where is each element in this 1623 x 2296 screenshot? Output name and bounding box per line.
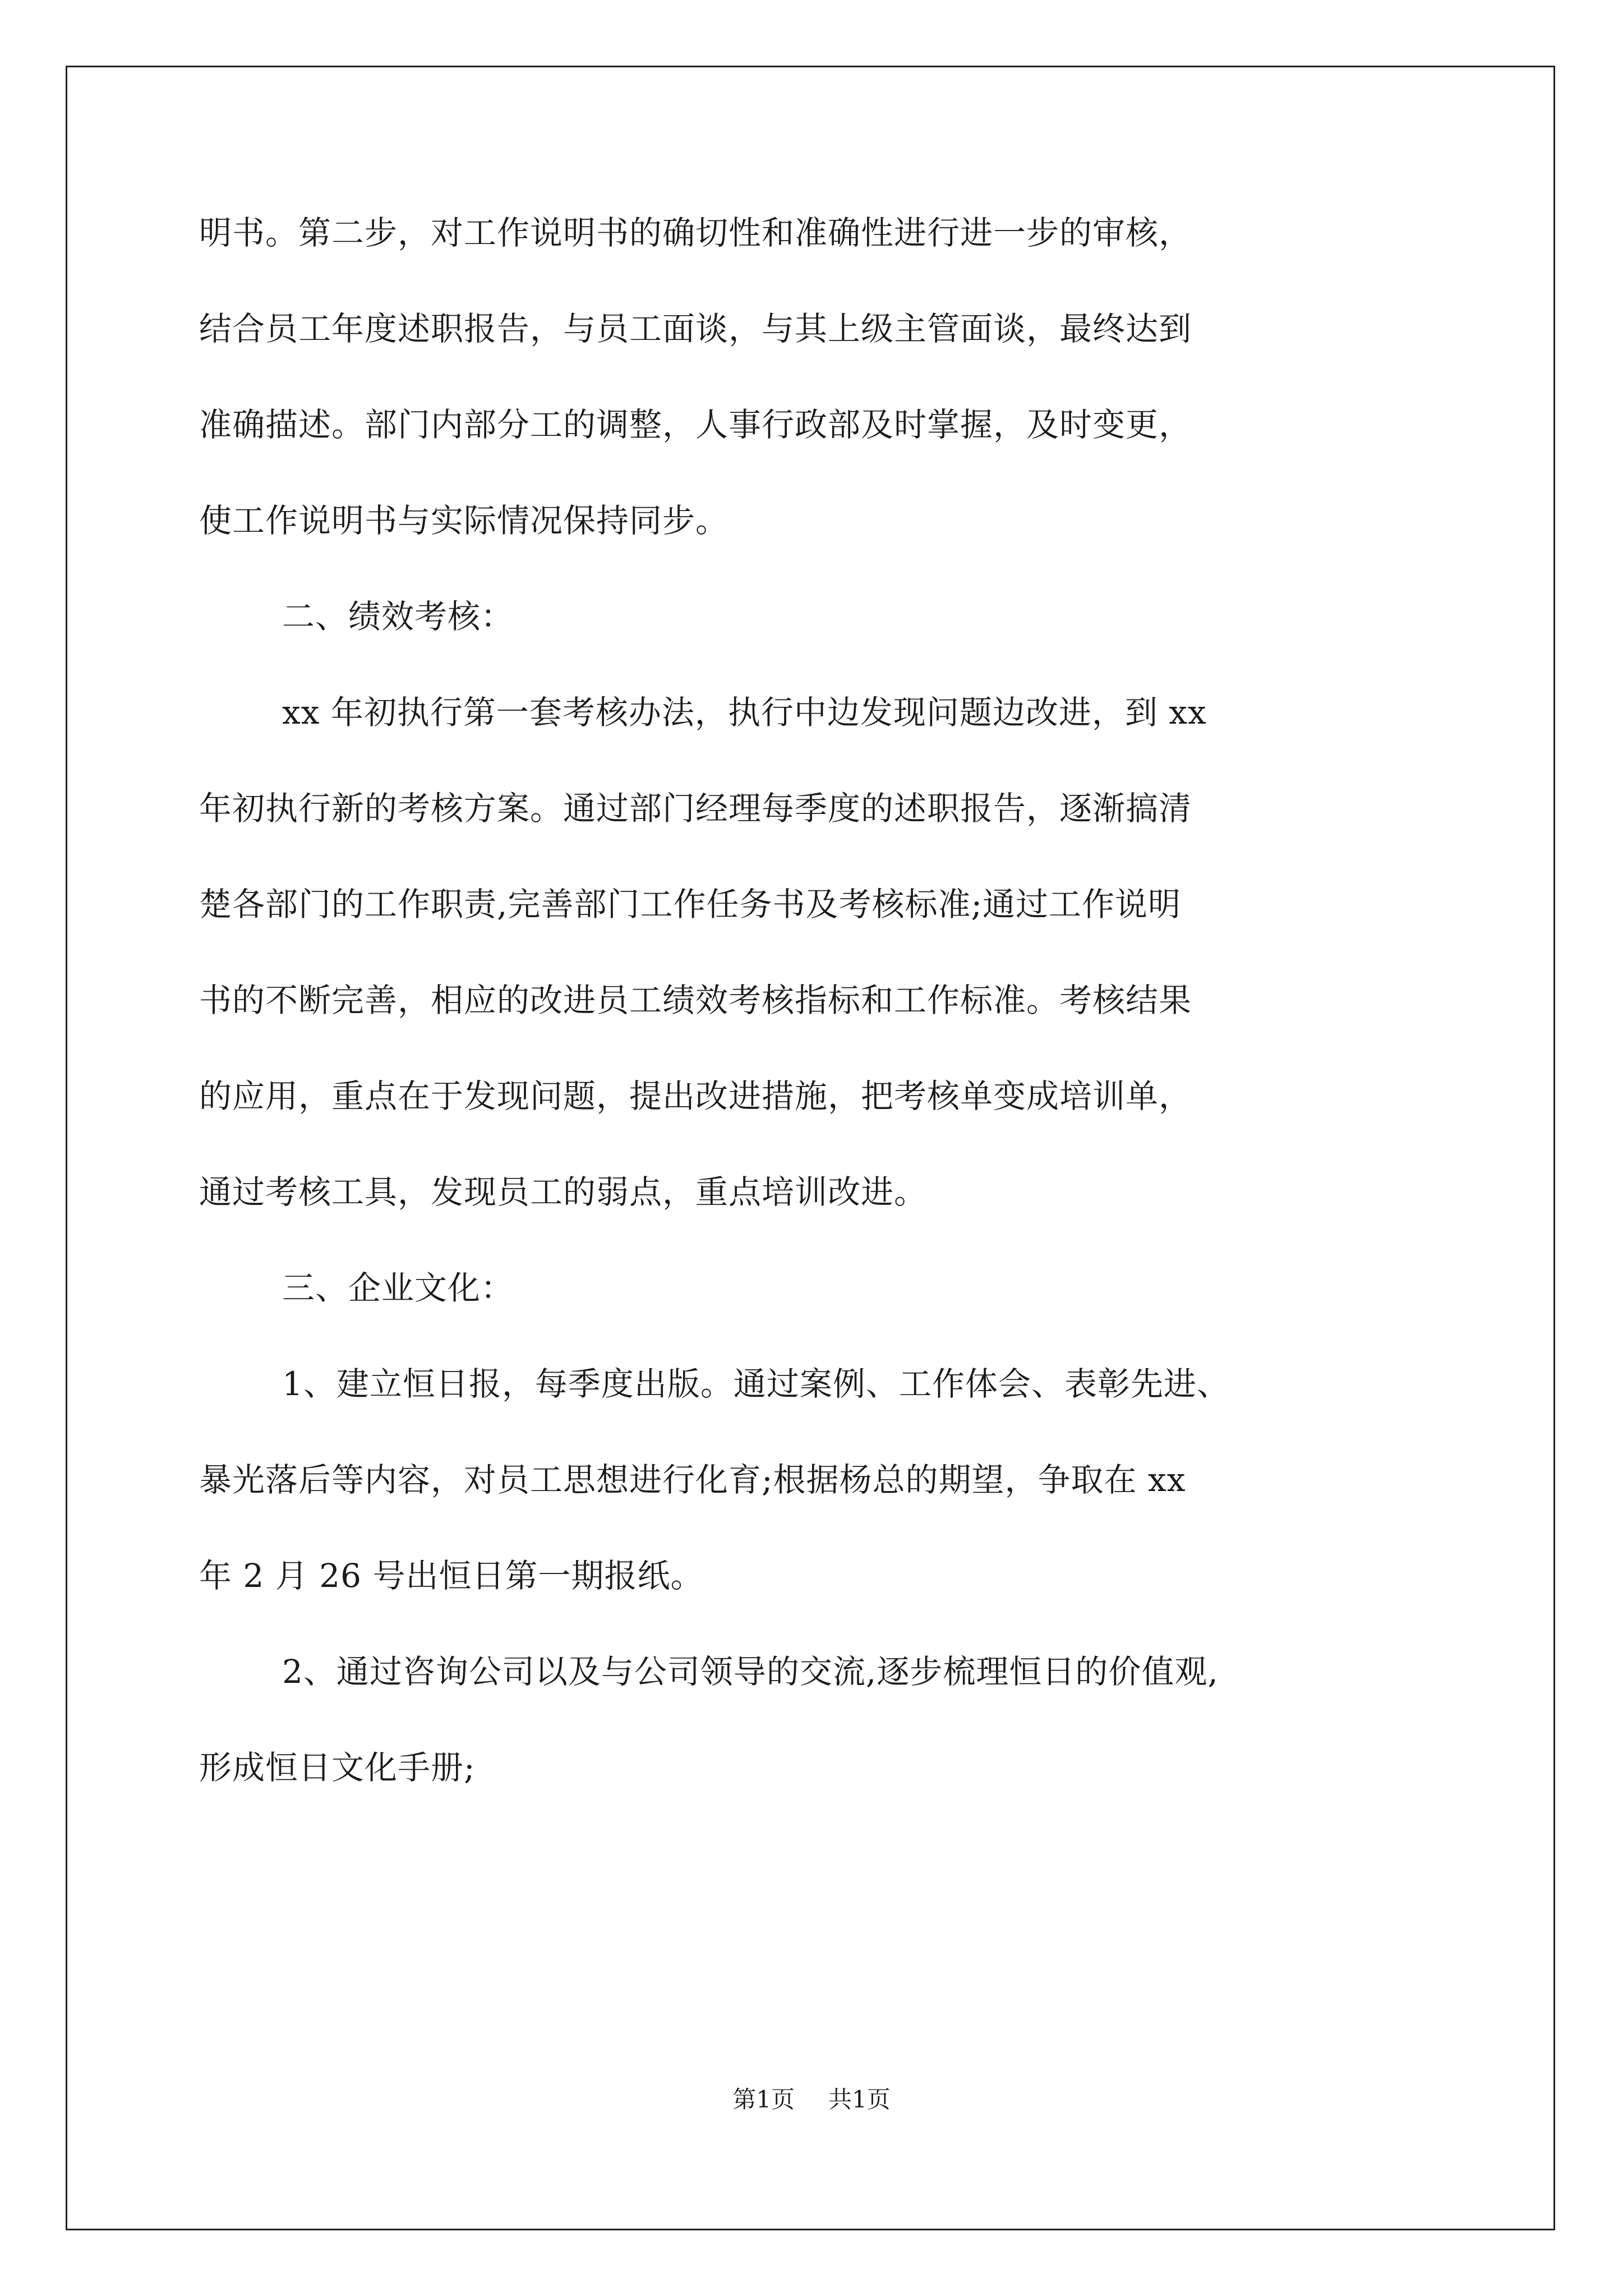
body-line: 结合员工年度述职报告，与员工面谈，与其上级主管面谈，最终达到 [199,310,1192,348]
paragraph-first-line: xx 年初执行第一套考核办法，执行中边发现问题边改进，到 xx [282,693,1207,731]
body-line: 暴光落后等内容，对员工思想进行化育;根据杨总的期望，争取在 xx [199,1461,1186,1499]
body-line: 通过考核工具，发现员工的弱点，重点培训改进。 [199,1173,928,1211]
body-line: 准确描述。部门内部分工的调整，人事行政部及时掌握，及时变更， [199,406,1192,444]
body-line: 形成恒日文化手册; [199,1749,476,1787]
body-line: 年 2 月 26 号出恒日第一期报纸。 [199,1557,704,1595]
body-line: 书的不断完善，相应的改进员工绩效考核指标和工作标准。考核结果 [199,981,1192,1019]
section-heading-performance: 二、绩效考核： [282,597,514,636]
list-item-first-line: 2、通过咨询公司以及与公司领导的交流,逐步梳理恒日的价值观, [282,1653,1219,1691]
page-footer [0,2086,1623,2114]
body-line: 年初执行新的考核方案。通过部门经理每季度的述职报告，逐渐搞清 [199,789,1192,827]
document-body [199,213,1489,1844]
page-number: 第1页 [732,2086,795,2113]
body-line: 的应用，重点在于发现问题，提出改进措施，把考核单变成培训单， [199,1077,1192,1115]
page-total: 共1页 [828,2086,891,2113]
body-line: 明书。第二步，对工作说明书的确切性和准确性进行进一步的审核， [199,214,1192,252]
body-line: 使工作说明书与实际情况保持同步。 [199,501,729,540]
section-heading-culture: 三、企业文化： [282,1269,514,1307]
list-item-first-line: 1、建立恒日报，每季度出版。通过案例、工作体会、表彰先进、 [282,1365,1230,1403]
body-line: 楚各部门的工作职责,完善部门工作任务书及考核标准;通过工作说明 [199,885,1181,923]
